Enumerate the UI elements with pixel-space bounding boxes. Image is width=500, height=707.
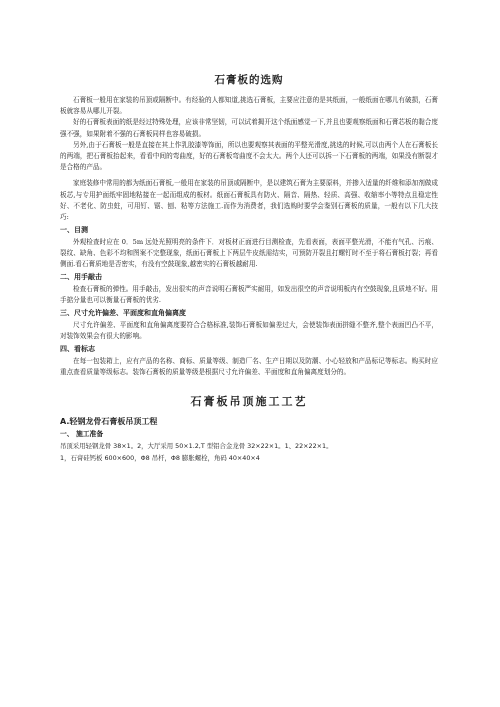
section-heading: 一、目测 bbox=[60, 226, 88, 235]
paragraph: 外观检查时应在 0．5m 远处光照明亮的条件下．对板材正面进行目测检查，先看表面，表面平整光滑，不能有气孔、污痕、裂纹、缺角、色彩不均和图案不完整现象，纸面石膏板上下两层牛皮纸需结实，可预防开裂且打螺钉时不至于将石膏板打裂；再看侧面.看石膏质地是否密实，有没有空鼓现象,越密实的石膏板越耐用. bbox=[60, 237, 438, 269]
document-page bbox=[60, 72, 438, 464]
paragraph: 石膏板一般用在家装的吊顶或隔断中。有经验的人都知道,挑选石膏板，主要应注意的是其纸面，一般纸面在哪儿有破损，石膏板就容易从哪儿开裂。 bbox=[60, 96, 438, 116]
subsection-item-heading: 一、 施工准备 bbox=[60, 430, 104, 439]
subsection-heading: A.轻钢龙骨石膏板吊顶工程 bbox=[60, 417, 158, 427]
paragraph: 尺寸允许偏差、平面度和直角偏离度要符合合格标准,装饰石膏板如偏差过大，会使装饰表面拼缝不整齐,整个表面凹凸不平，对装饰效果会有很大的影响。 bbox=[60, 320, 438, 340]
section-heading: 四、看标志 bbox=[60, 345, 95, 354]
paragraph: 另外,由于石膏板一般是直接在其上作乳胶漆等饰面，所以也要观察其表面的平整光滑度,挑选的时候,可以由两个人在石膏板长的两端，把石膏板抬起来，看看中间的弯曲度，好的石膏板弯曲度不会太大。两个人还可以拆一下石膏板的两端，如果没有断裂才是合格的产品。 bbox=[60, 140, 438, 172]
paragraph: 家庭装修中常用的都为纸面石膏板,一般用在家装的吊顶或隔断中，是以建筑石膏为主要原料，并掺入适量的纤维和添加剂做成板芯,与专用护面纸牢固地粘接在一起而组成的板材。纸面石膏板具有防火、隔音、隔热、轻质、高强、收缩率小等特点且稳定性好、不老化、防虫蛀，可用钉、锯、刨、粘等方法施工.而作为消费者，我们选购时要学会鉴别石膏板的质量，一般有以下几大技巧: bbox=[60, 179, 438, 222]
paragraph: 好的石膏板表面的纸是经过特殊处理，应该非常坚韧，可以试着揭开这个纸面感觉一下,并且也要观察纸面和石膏芯板的黏合度强不强，如果附着不强的石膏板同样也容易破损。 bbox=[60, 118, 438, 138]
section-heading: 三、尺寸允许偏差、平面度和直角偏离度 bbox=[60, 309, 186, 318]
paragraph: 在每一包装箱上，应有产品的名称、商标、质量等级、制造厂名、生产日期以及防潮、小心轻放和产品标记等标志。购买时应重点查看质量等级标志。装饰石膏板的质量等级是根据尺寸允许偏差、平面度和直角偏离度划分的。 bbox=[60, 356, 438, 376]
document-title: 石膏板的选购 bbox=[214, 74, 284, 86]
paragraph: 检查石膏板的弹性。用手敲击，发出很实的声音说明石膏板严实耐用，如发出很空的声音说明板内有空鼓现象,且质地不好。用手掂分量也可以衡量石膏板的优劣. bbox=[60, 284, 438, 305]
section-title: 石膏板吊顶施工工艺 bbox=[190, 395, 308, 409]
section-heading: 二、用手敲击 bbox=[60, 273, 102, 282]
paragraph: 吊顶采用轻钢龙骨 38×1。2，大厅采用 50×1.2,T 型铝合金龙骨 32×22×1。1、22×22×1。 bbox=[60, 442, 333, 451]
paragraph: 1，石膏硅钙板 600×600，Φ8 吊杆，Φ8 膨胀螺栓，角码 40×40×4 bbox=[60, 454, 260, 463]
